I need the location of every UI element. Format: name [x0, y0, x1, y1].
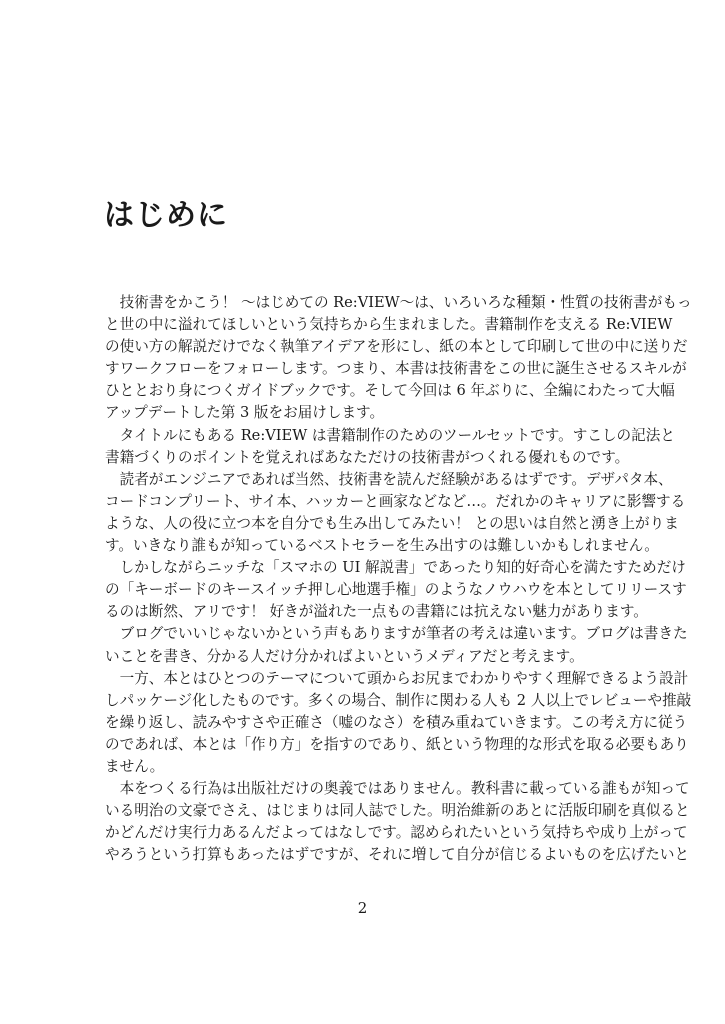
text-line: と世の中に溢れてほしいという気持ちから生まれました。書籍制作を支える Re:VIEW [105, 316, 673, 334]
text-line: ブログでいいじゃないかという声もありますが筆者の考えは違います。ブログは書きた [119, 625, 688, 643]
text-line: ません。 [105, 757, 165, 775]
text-line: しかしながらニッチな「スマホの UI 解説書」であったり知的好奇心を満たすためだけ [119, 559, 686, 577]
text-line: ひととおり身につくガイドブックです。そして今回は 6 年ぶりに、全編にわたって大幅 [105, 382, 675, 400]
text-line: ような、人の役に立つ本を自分でも生み出してみたい！ との思いは自然と湧き上がりま [105, 514, 679, 532]
paragraph [105, 469, 686, 557]
page-number: 2 [357, 899, 368, 917]
text-line: 一方、本とはひとつのテーマについて頭からお尻までわかりやすく理解できるよう設計 [119, 669, 689, 687]
text-line: 書籍づくりのポイントを覚えればあなただけの技術書がつくれる優れものです。 [105, 448, 630, 466]
text-line: コードコンプリート、サイ本、ハッカーと画家などなど…。だれかのキャリアに影響する [105, 492, 686, 510]
paragraph [105, 668, 692, 778]
paragraph [105, 623, 688, 667]
chapter-title: はじめに [104, 198, 228, 233]
text-line: の「キーボードのキースイッチ押し心地選手権」のようなノウハウを本としてリリースす [105, 581, 687, 599]
paragraph [105, 557, 687, 623]
text-line: いる明治の文豪でさえ、はじまりは同人誌でした。明治維新のあとに活版印刷を真似ると [105, 802, 690, 820]
text-line: 技術書をかこう！ ～はじめての Re:VIEW～は、いろいろな種類・性質の技術書がもっ [119, 294, 692, 311]
text-line: るのは断然、アリです！ 好きが溢れた一点もの書籍には抗えない魅力があります。 [105, 603, 648, 621]
text-line: す。いきなり誰もが知っているベストセラーを生み出すのは難しいかもしれません。 [105, 537, 659, 555]
text-line: の使い方の解説だけでなく執筆アイデアを形にし、紙の本として印刷して世の中に送りだ [105, 338, 688, 356]
paragraph [105, 425, 675, 469]
paragraph [105, 778, 690, 866]
text-line: アップデートした第 3 版をお届けします。 [105, 404, 385, 422]
text-line: いことを書き、分かる人だけ分かればよいというメディアだと考えます。 [105, 647, 584, 665]
text-line: すワークフローをフォローします。つまり、本書は技術書をこの世に誕生させるスキルが [105, 360, 687, 378]
text-line: タイトルにもある Re:VIEW は書籍制作のためのツールセットです。すこしの記法と [119, 426, 675, 444]
text-line: しパッケージ化したものです。多くの場合、制作に関わる人も 2 人以上でレビューや推敲 [105, 691, 692, 709]
text-line: を繰り返し、読みやすさや正確さ（嘘のなさ）を積み重ねていきます。この考え方に従う [105, 713, 688, 731]
text-line: 読者がエンジニアであれば当然、技術書を読んだ経験があるはずです。デザパタ本、 [119, 470, 673, 488]
text-line: 本をつくる行為は出版社だけの奥義ではありません。教科書に載っている誰もが知って [119, 780, 690, 798]
body-text [105, 292, 692, 866]
text-line: やろうという打算もあったはずですが、それに増して自分が信じるよいものを広げたいと [105, 846, 690, 864]
paragraph [105, 292, 692, 425]
text-line: かどんだけ実行力あるんだよってはなしです。認められたいという気持ちや成り上がって [105, 824, 688, 842]
text-line: のであれば、本とは「作り方」を指すのであり、紙という物理的な形式を取る必要もあり [105, 735, 689, 753]
